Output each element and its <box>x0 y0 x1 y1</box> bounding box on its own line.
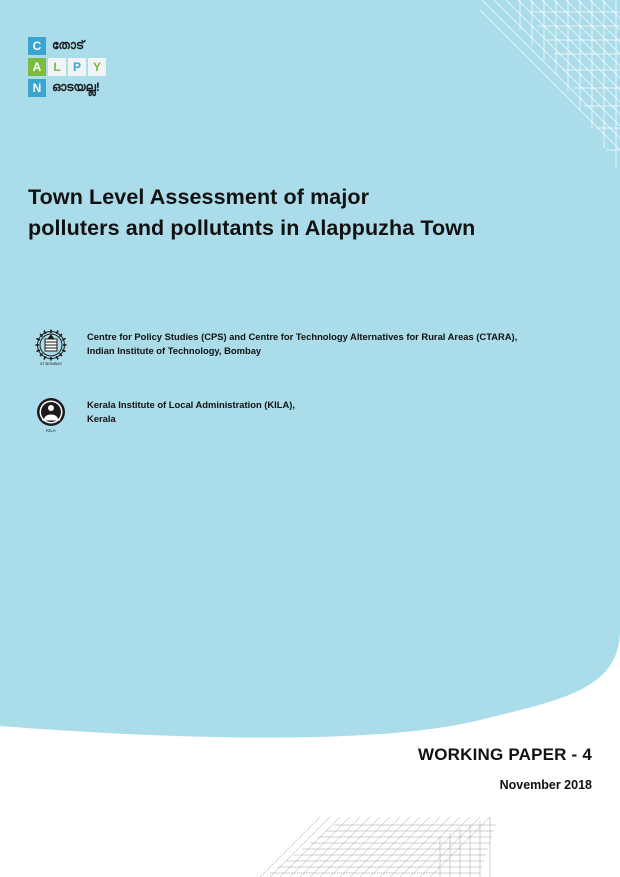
affiliation-kila-text <box>87 393 295 425</box>
svg-text:IIT BOMBAY: IIT BOMBAY <box>39 361 63 366</box>
page-title-line2: polluters and pollutants in Alappuzha Town <box>28 215 476 240</box>
logo-letter-l: L <box>48 58 66 76</box>
iit-bombay-seal-icon <box>30 325 72 367</box>
logo-letter-n: N <box>28 79 46 97</box>
logo-letter-c: C <box>28 37 46 55</box>
logo-row-1 <box>28 36 188 55</box>
logo-text-row1: തോട് <box>52 38 85 52</box>
logo-letter-y: Y <box>88 58 106 76</box>
affiliation-kila <box>30 393 295 435</box>
affiliation-iit-bombay-text <box>87 325 517 357</box>
logo-row-3 <box>28 78 188 97</box>
publication-date: November 2018 <box>499 778 592 792</box>
svg-text:KILA: KILA <box>46 428 56 433</box>
working-paper-label: WORKING PAPER - 4 <box>417 745 592 764</box>
affiliation-iit-bombay <box>30 325 517 367</box>
logo-letter-a: A <box>28 58 46 76</box>
page-title-line1: Town Level Assessment of major <box>28 185 370 209</box>
affiliation-kila-line2: Kerala <box>87 412 116 424</box>
affiliation-iit-line2: Indian Institute of Technology, Bombay <box>87 344 262 356</box>
logo-letter-p: P <box>68 58 86 76</box>
page-title <box>28 182 558 243</box>
affiliation-kila-line1: Kerala Institute of Local Administration (KILA), <box>87 399 295 410</box>
logo-text-row3: ഓടയല്ല! <box>52 80 100 94</box>
logo-row-2 <box>28 57 188 76</box>
kila-seal-icon <box>30 393 72 435</box>
calpy-logo <box>28 36 188 99</box>
affiliation-iit-line1: Centre for Policy Studies (CPS) and Centre for Technology Alternatives for Rural Areas (CTARA), <box>87 331 518 342</box>
hatch-pattern-bottom-icon <box>230 817 520 877</box>
